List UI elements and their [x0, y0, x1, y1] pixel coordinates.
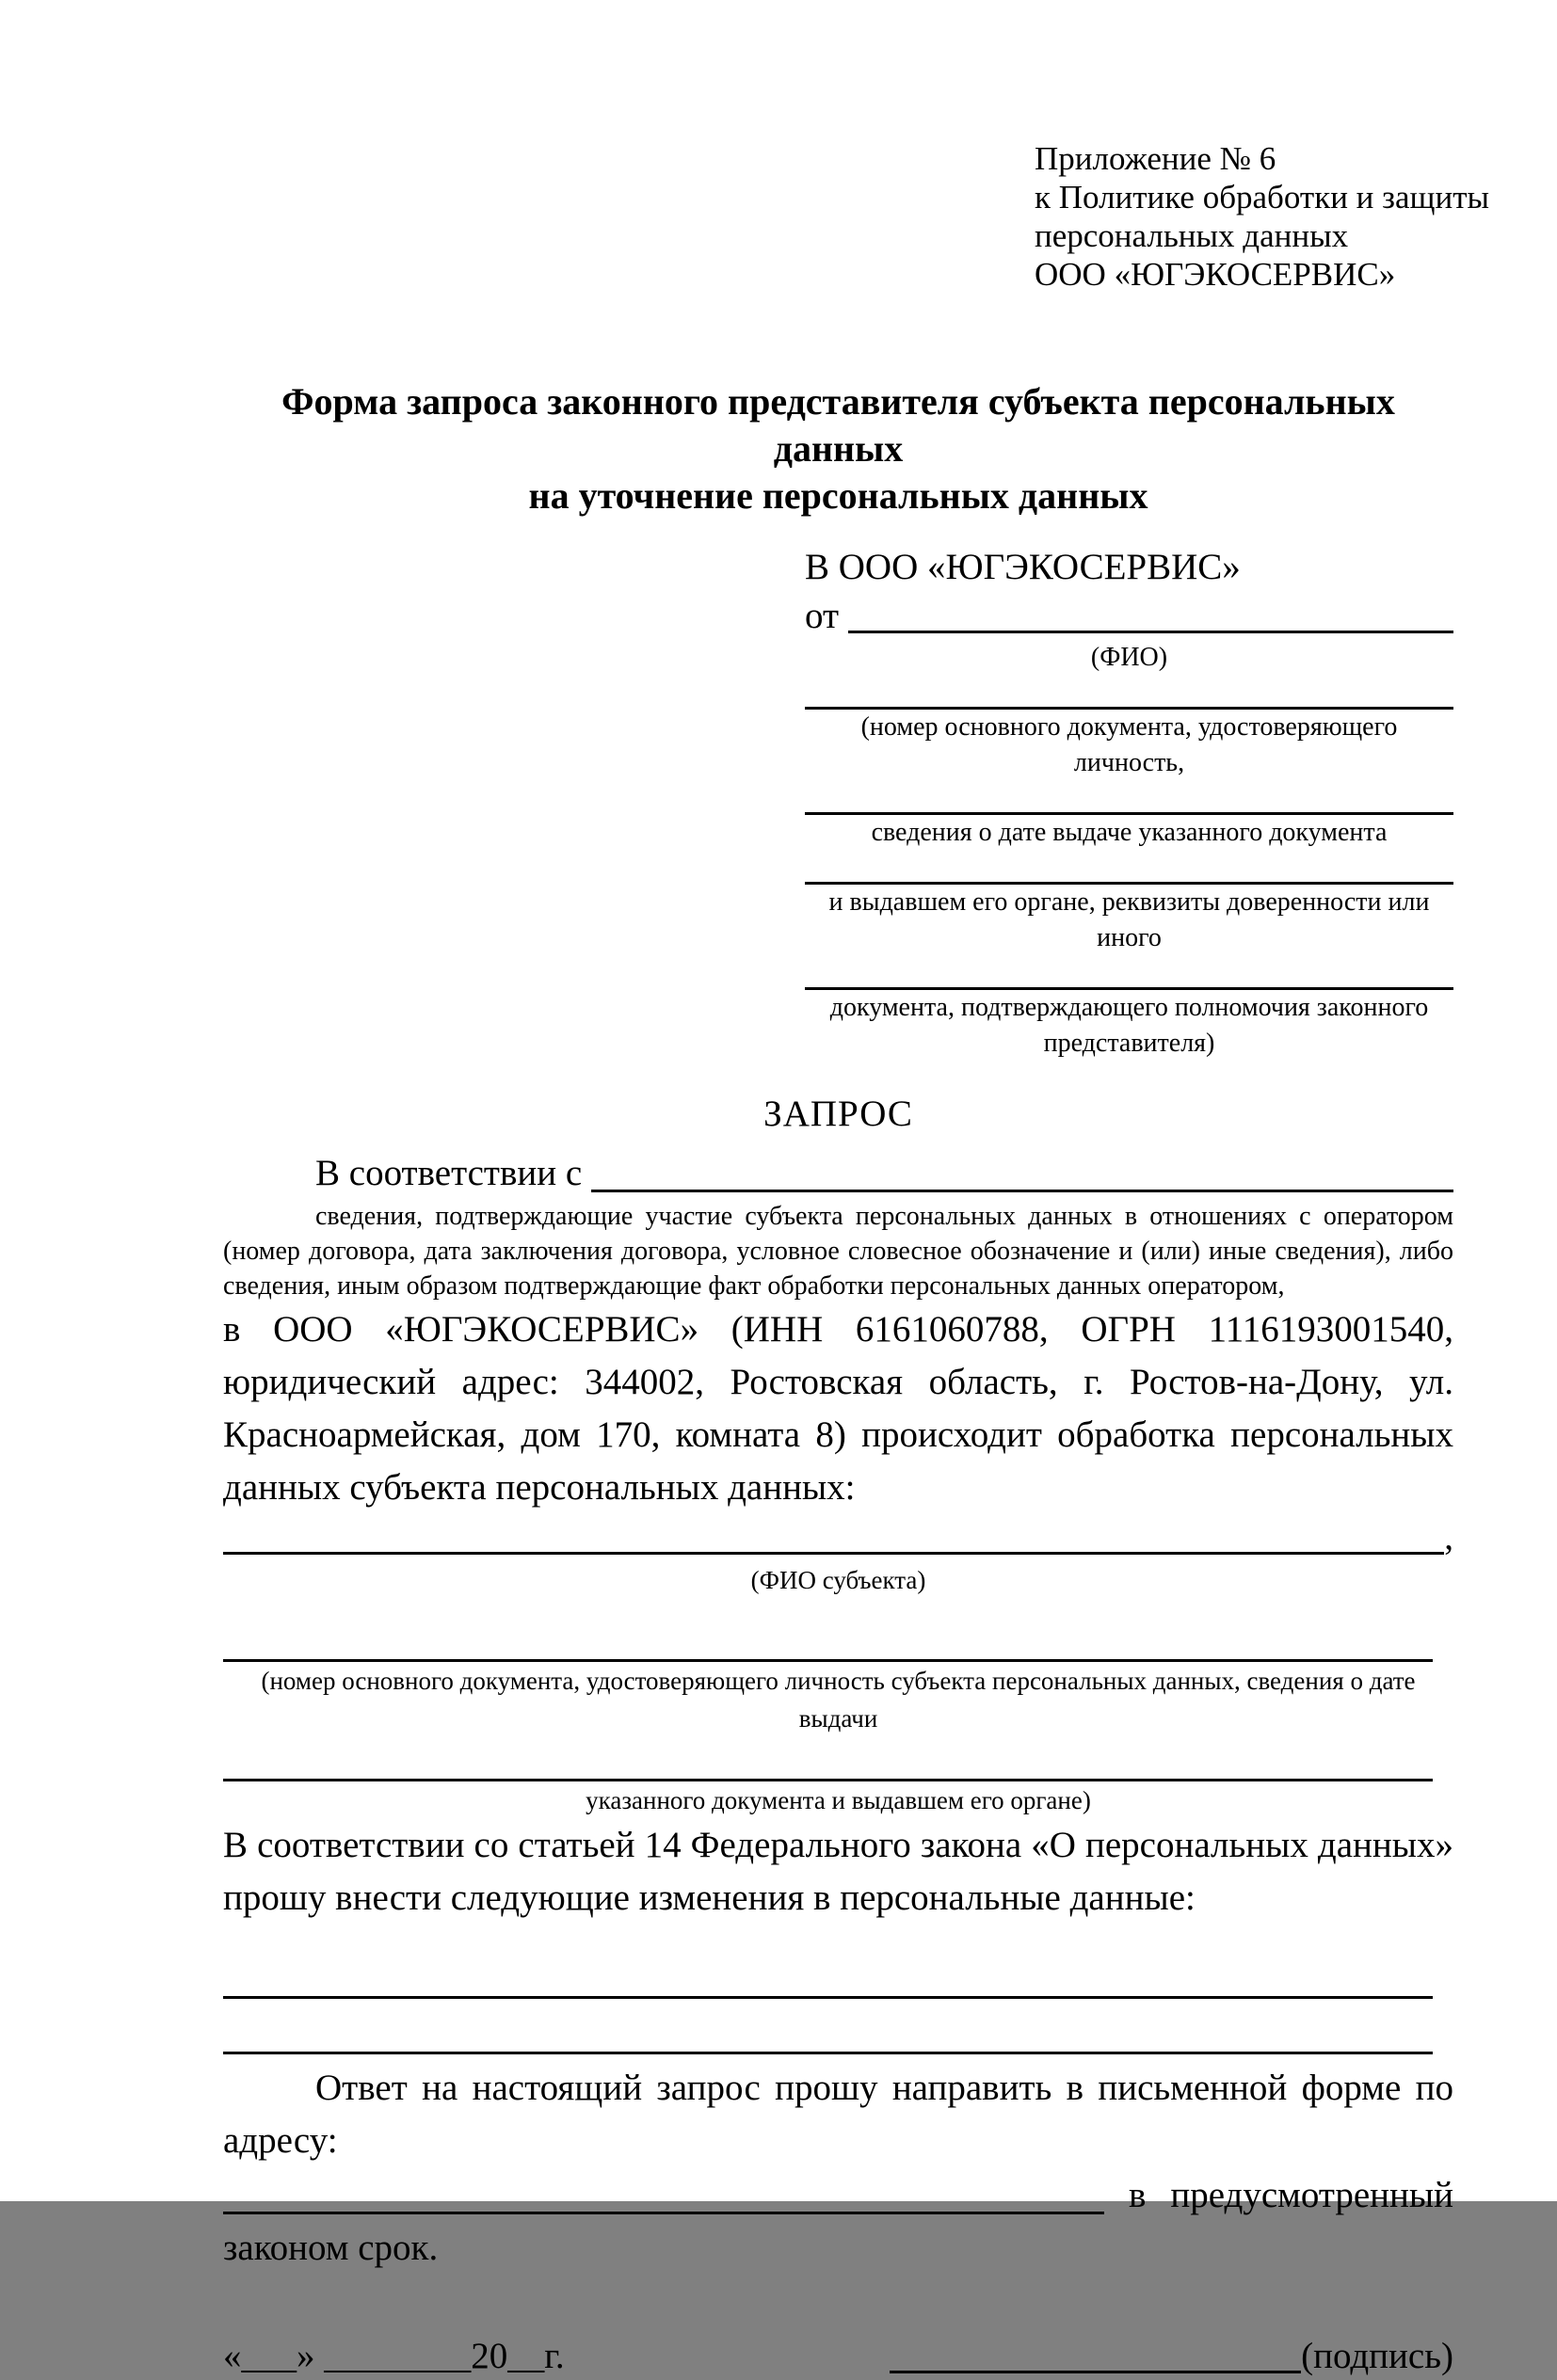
accordance-prefix: В соответствии с — [315, 1153, 583, 1193]
appendix-line-3: персональных данных — [1035, 217, 1349, 254]
representative-doc-caption-1: (номер основного документа, удостоверяющего личность, — [860, 712, 1398, 777]
appendix-line-1: Приложение № 6 — [1035, 140, 1276, 177]
signature-group — [890, 2333, 1453, 2380]
from-blank-line — [848, 631, 1453, 633]
signature-caption: (подпись) — [1301, 2336, 1453, 2376]
changes-blank-line-2 — [223, 1999, 1433, 2054]
response-line-1: Ответ на настоящий запрос прошу направить в письменной форме по адресу: — [223, 2068, 1453, 2161]
response-line-3: законом срок. — [223, 2228, 439, 2268]
subject-doc-blank-line-1 — [223, 1618, 1433, 1662]
request-heading: ЗАПРОС — [763, 1094, 913, 1134]
fio-caption: (ФИО) — [1090, 643, 1168, 672]
title-line-1: Форма запроса законного представителя субъекта персональных данных — [281, 380, 1395, 470]
representative-doc-blank-line-1 — [805, 676, 1453, 710]
appendix-line-4: ООО «ЮГЭКОСЕРВИС» — [1035, 256, 1396, 293]
response-line-2 — [223, 2167, 1453, 2222]
representative-doc-blank-line-3 — [805, 851, 1453, 885]
subject-fio-row — [223, 1514, 1453, 1561]
representative-doc-caption-3: и выдавшем его органе, реквизиты доверенности или иного — [828, 887, 1430, 952]
subject-doc-caption-bottom: указанного документа и выдавшем его органе) — [586, 1786, 1091, 1814]
accordance-blank-line — [591, 1190, 1453, 1192]
addressee-organization: В ООО «ЮГЭКОСЕРВИС» — [805, 547, 1241, 587]
changes-blank-line-1 — [223, 1943, 1433, 1999]
representative-doc-blank-line-2 — [805, 781, 1453, 815]
signature-blank-line — [890, 2371, 1301, 2373]
addressee-block — [805, 544, 1453, 1062]
representative-doc-caption-2: сведения о дате выдаче указанного документа — [871, 818, 1388, 847]
date-blank-line: «___» ________20__г. — [223, 2336, 565, 2376]
response-word-predusmotrennyj: предусмотренный — [1170, 2175, 1453, 2215]
accordance-row — [223, 1146, 1453, 1199]
representative-doc-caption-4: документа, подтверждающего полномочия законного представителя) — [829, 993, 1429, 1058]
response-word-v: в — [1128, 2175, 1147, 2215]
address-blank-line — [223, 2212, 1104, 2214]
trailing-comma: , — [1444, 1517, 1453, 1557]
article-paragraph: В соответствии со статьей 14 Федерального закона «О персональных данных» прошу внести следующие изменения в персональные данные: — [223, 1825, 1453, 1918]
operator-paragraph: в ООО «ЮГЭКОСЕРВИС» (ИНН 6161060788, ОГРН 1116193001540, юридический адрес: 344002, Ростовская область, г. Ростов-на-Дону, ул. Красноармейская, дом 170, комната 8) происходит обработка персональных данных субъекта персональных данных: — [223, 1309, 1453, 1508]
date-signature-row — [223, 2333, 1453, 2380]
document-title — [223, 378, 1453, 519]
representative-doc-blank-line-4 — [805, 956, 1453, 990]
subject-fio-caption: (ФИО субъекта) — [750, 1566, 926, 1594]
subject-doc-caption-top: (номер основного документа, удостоверяющего личность субъекта персональных данных, сведения о дате выдачи — [261, 1667, 1416, 1733]
appendix-line-2: к Политике обработки и защиты — [1035, 179, 1490, 216]
subject-fio-blank-line — [223, 1552, 1444, 1555]
subject-doc-blank-line-2 — [223, 1737, 1433, 1781]
footnote-text: сведения, подтверждающие участие субъекта персональных данных в отношениях с оператором (номер договора, дата заключения договора, условное словесное обозначение и (или) иные сведения), либо сведения, иным образом подтверждающие факт обработки персональных данных оператором, — [223, 1202, 1453, 1301]
appendix-block — [1035, 139, 1490, 294]
title-line-2: на уточнение персональных данных — [528, 474, 1148, 517]
from-label: от — [805, 596, 840, 636]
from-row — [805, 591, 1453, 640]
